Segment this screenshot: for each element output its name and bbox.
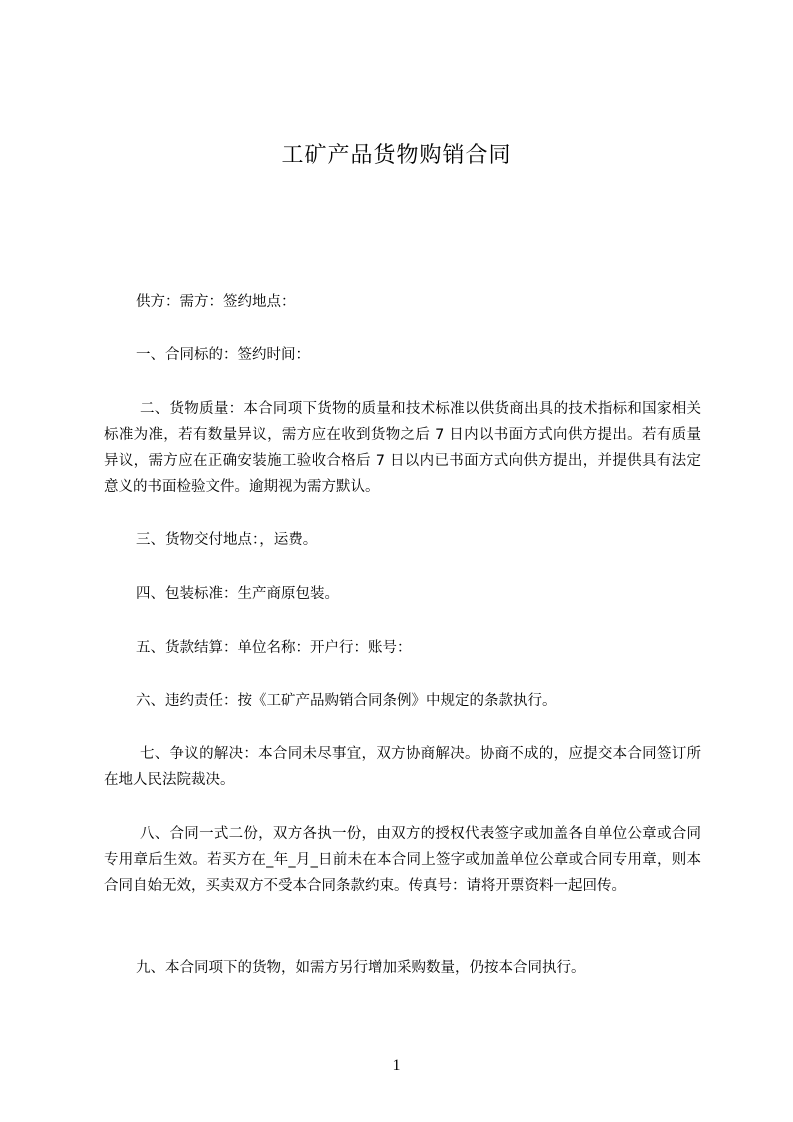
page-number: 1 (392, 1057, 401, 1074)
clause-5-payment: 五、货款结算：单位名称：开户行：账号： (136, 640, 412, 656)
parties-line: 供方：需方：签约地点： (136, 294, 296, 310)
document-title: 工矿产品货物购销合同 (281, 143, 512, 168)
clause-4-packaging: 四、包装标准：生产商原包装。 (136, 586, 339, 602)
clause-9-additional-purchase: 九、本合同项下的货物，如需方另行增加采购数量，仍按本合同执行。 (136, 960, 586, 976)
clause-1-subject: 一、合同标的：签约时间： (136, 347, 310, 363)
clause-8-copies: 八、合同一式二份，双方各执一份，由双方的授权代表签字或加盖各自单位公章或合同专用章后生效。若买方在_年_月_日前未在本合同上签字或加盖单位公章或合同专用章，则本合同自始无效，买卖双方不受本合同条款约束。传真号：请将开票资料一起回传。 (104, 826, 701, 894)
clause-3-delivery: 三、货物交付地点：，运费。 (136, 532, 318, 548)
clause-7-disputes: 七、争议的解决：本合同未尽事宜，双方协商解决。协商不成的，应提交本合同签订所在地人民法院裁决。 (104, 746, 701, 788)
clause-2-quality: 二、货物质量：本合同项下货物的质量和技术标准以供货商出具的技术指标和国家相关标准为准，若有数量异议，需方应在收到货物之后 7 日内以书面方式向供方提出。若有质量异议，需方应在正确安装施工验收合格后 7 日以内已书面方式向供方提出，并提供具有法定意义的书面检验文件。逾期视为需方默认。 (104, 401, 701, 495)
clause-6-liability: 六、违约责任：按《工矿产品购销合同条例》中规定的条款执行。 (136, 693, 557, 709)
